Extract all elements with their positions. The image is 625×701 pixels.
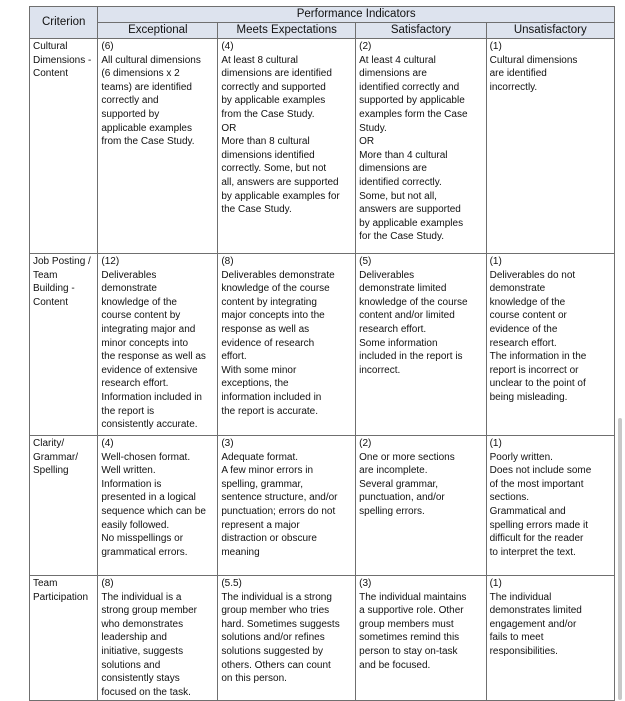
descriptor-text-line: Deliverables do not [489, 269, 576, 281]
descriptor-text-line: consistently accurate. [101, 419, 198, 431]
criterion-text-line: Job Posting / [33, 256, 91, 267]
descriptor-text-line: to interpret the text. [489, 546, 576, 558]
descriptor-text-line: At least 4 cultural [359, 54, 436, 66]
rubric-cell-unsatisfactory [486, 254, 614, 436]
descriptor-text-line: Information is [101, 478, 162, 490]
score-points: (2) [359, 438, 372, 449]
score-points: (12) [101, 256, 120, 267]
criterion-header: Criterion [30, 7, 98, 39]
descriptor-text-line: applicable examples [101, 122, 192, 134]
descriptor-text-line: The individual is a strong [221, 591, 332, 603]
descriptor-text-line: A few minor errors in [221, 465, 314, 477]
descriptor-text-line: integrating major and [101, 323, 196, 335]
descriptor-text-line: Some information [359, 337, 438, 349]
rubric-cell-exceptional [98, 39, 218, 254]
descriptor-text-line: research effort. [359, 323, 427, 335]
criterion-text-line: Spelling [33, 465, 69, 477]
descriptor-text-line: major concepts into the [221, 310, 325, 322]
descriptor-text-line: the Case Study. [221, 204, 292, 216]
descriptor-text-line: from the Case Study. [221, 108, 315, 120]
descriptor-text-line: by applicable examples [221, 95, 326, 107]
descriptor-text-line: examples form the Case [359, 108, 468, 120]
criterion-text-line: Team [33, 269, 58, 281]
score-points: (8) [101, 578, 114, 589]
descriptor-text-line: Poorly written. [489, 451, 553, 463]
descriptor-text-line: minor concepts into [101, 337, 189, 349]
descriptor-text-line: content and/or limited [359, 310, 455, 322]
descriptor-text-line: for the Case Study. [359, 231, 444, 243]
descriptor-text-line: initiative, suggests [101, 645, 184, 657]
descriptor-text-line: by applicable examples for [221, 190, 340, 202]
descriptor-text-line: All cultural dimensions [101, 54, 201, 66]
rubric-body [30, 39, 615, 701]
criterion-text-line: Content [33, 68, 69, 80]
descriptor-text-line: Information included in [101, 391, 202, 403]
descriptor-text-line: The individual maintains [359, 591, 467, 603]
rubric-cell-exceptional [98, 254, 218, 436]
descriptor-text-line: strong group member [101, 605, 197, 617]
descriptor-text-line: knowledge of the course [221, 283, 330, 295]
descriptor-text-line: The individual is a [101, 591, 182, 603]
descriptor-text-line: the report is [101, 405, 155, 417]
descriptor-text-line: incorrect. [359, 364, 401, 376]
descriptor-text-line: course content by [101, 310, 181, 322]
descriptor-text-line: Deliverables demonstrate [221, 269, 335, 281]
descriptor-text-line: correctly. Some, but not [221, 163, 327, 175]
descriptor-text-line: research effort. [101, 378, 169, 390]
descriptor-text-line: included in the report is [359, 351, 463, 363]
descriptor-text-line: Cultural dimensions [489, 54, 578, 66]
descriptor-text-line: identified correctly. [359, 176, 442, 188]
score-points: (4) [101, 438, 114, 449]
descriptor-text-line: Well-chosen format. [101, 451, 191, 463]
score-points: (1) [489, 41, 502, 52]
rubric-cell-exceptional [98, 436, 218, 576]
descriptor-text-line: dimensions are [359, 163, 427, 175]
descriptor-text-line: all, answers are supported [221, 176, 339, 188]
descriptor-text-line: being misleading. [489, 391, 568, 403]
rubric-cell-unsatisfactory [486, 576, 614, 701]
descriptor-text-line: spelling errors. [359, 505, 425, 517]
descriptor-text-line: knowledge of the [101, 296, 177, 308]
rubric-cell-meets-expectations [218, 254, 356, 436]
descriptor-text-line: responsibilities. [489, 645, 558, 657]
rubric-cell-satisfactory [356, 254, 486, 436]
criterion-text-line: Participation [33, 591, 89, 603]
level-header-exceptional: Exceptional [98, 23, 218, 39]
descriptor-text-line: spelling, grammar, [221, 478, 304, 490]
descriptor-text-line: from the Case Study. [101, 136, 195, 148]
score-points: (3) [359, 578, 372, 589]
criterion-cell [30, 576, 98, 701]
criterion-text-line: Dimensions - [33, 54, 92, 66]
descriptor-text-line: are identified [489, 68, 547, 80]
descriptor-text-line: group members must [359, 618, 454, 630]
descriptor-text-line: Deliverables [359, 269, 415, 281]
descriptor-text-line: distraction or obscure [221, 533, 317, 545]
descriptor-text-line: the response as well as [101, 351, 206, 363]
table-row-clarity-grammar [30, 436, 615, 576]
level-header-satisfactory: Satisfactory [356, 23, 486, 39]
descriptor-text-line: demonstrate limited [359, 283, 447, 295]
descriptor-text-line: evidence of research [221, 337, 315, 349]
descriptor-text-line: One or more sections [359, 451, 455, 463]
score-points: (1) [489, 438, 502, 449]
rubric-table [29, 6, 615, 701]
descriptor-text-line: content by integrating [221, 296, 317, 308]
score-points: (5.5) [221, 578, 242, 589]
descriptor-text-line: identified correctly and [359, 81, 460, 93]
descriptor-text-line: More than 8 cultural [221, 136, 310, 148]
descriptor-text-line: solutions and/or refines [221, 632, 325, 644]
descriptor-text-line: The information in the [489, 351, 587, 363]
level-header-meets-expectations: Meets Expectations [218, 23, 356, 39]
criterion-text-line: Building - [33, 283, 75, 295]
criterion-text-line: Team [33, 578, 58, 589]
descriptor-text-line: a supportive role. Other [359, 605, 464, 617]
descriptor-text-line: OR [359, 136, 375, 148]
rubric-cell-meets-expectations [218, 39, 356, 254]
level-header-unsatisfactory: Unsatisfactory [486, 23, 614, 39]
rubric-cell-satisfactory [356, 39, 486, 254]
descriptor-text-line: sentence structure, and/or [221, 492, 338, 504]
criterion-text-line: Grammar/ [33, 451, 78, 463]
descriptor-text-line: The individual [489, 591, 552, 603]
score-points: (1) [489, 256, 502, 267]
descriptor-text-line: evidence of extensive [101, 364, 198, 376]
descriptor-text-line: others. Others can count [221, 659, 331, 671]
descriptor-text-line: report is incorrect or [489, 364, 579, 376]
descriptor-text-line: represent a major [221, 519, 300, 531]
descriptor-text-line: focused on the task. [101, 686, 191, 698]
descriptor-text-line: More than 4 cultural [359, 149, 448, 161]
criterion-text-line: Clarity/ [33, 438, 65, 449]
descriptor-text-line: No misspellings or [101, 533, 184, 545]
descriptor-text-line: demonstrate [489, 283, 546, 295]
performance-indicators-header: Performance Indicators [98, 7, 615, 23]
descriptor-text-line: person to stay on-task [359, 645, 458, 657]
descriptor-text-line: response as well as [221, 323, 310, 335]
descriptor-text-line: answers are supported [359, 204, 461, 216]
score-points: (2) [359, 41, 372, 52]
descriptor-text-line: Does not include some [489, 465, 592, 477]
criterion-text-line: Cultural [33, 41, 68, 52]
rubric-cell-satisfactory [356, 576, 486, 701]
descriptor-text-line: dimensions are [359, 68, 427, 80]
descriptor-text-line: correctly and supported [221, 81, 326, 93]
descriptor-text-line: demonstrates limited [489, 605, 582, 617]
descriptor-text-line: Deliverables [101, 269, 157, 281]
descriptor-text-line: teams) are identified [101, 81, 192, 93]
descriptor-text-line: knowledge of the course [359, 296, 468, 308]
rubric-cell-meets-expectations [218, 436, 356, 576]
rubric-cell-unsatisfactory [486, 436, 614, 576]
descriptor-text-line: course content or [489, 310, 567, 322]
descriptor-text-line: fails to meet [489, 632, 544, 644]
descriptor-text-line: Well written. [101, 465, 156, 477]
descriptor-text-line: consistently stays [101, 673, 180, 685]
score-points: (1) [489, 578, 502, 589]
score-points: (8) [221, 256, 234, 267]
descriptor-text-line: With some minor [221, 364, 297, 376]
descriptor-text-line: information included in [221, 391, 322, 403]
descriptor-text-line: supported by applicable [359, 95, 465, 107]
descriptor-text-line: difficult for the reader [489, 533, 584, 545]
rubric-cell-unsatisfactory [486, 39, 614, 254]
descriptor-text-line: Some, but not all, [359, 190, 437, 202]
score-points: (6) [101, 41, 114, 52]
descriptor-text-line: on this person. [221, 673, 287, 685]
descriptor-text-line: sometimes remind this [359, 632, 460, 644]
descriptor-text-line: punctuation, and/or [359, 492, 445, 504]
descriptor-text-line: research effort. [489, 337, 557, 349]
criterion-cell [30, 254, 98, 436]
descriptor-text-line: punctuation; errors do not [221, 505, 336, 517]
descriptor-text-line: leadership and [101, 632, 167, 644]
descriptor-text-line: (6 dimensions x 2 [101, 68, 180, 80]
descriptor-text-line: exceptions, the [221, 378, 289, 390]
table-row-job-posting [30, 254, 615, 436]
descriptor-text-line: incorrectly. [489, 81, 538, 93]
descriptor-text-line: effort. [221, 351, 247, 363]
descriptor-text-line: and be focused. [359, 659, 431, 671]
descriptor-text-line: the report is accurate. [221, 405, 319, 417]
descriptor-text-line: are incomplete. [359, 465, 428, 477]
criterion-text-line: Content [33, 296, 69, 308]
descriptor-text-line: Grammatical and [489, 505, 566, 517]
descriptor-text-line: of the most important [489, 478, 584, 490]
criterion-cell [30, 436, 98, 576]
descriptor-text-line: solutions suggested by [221, 645, 324, 657]
vertical-scrollbar[interactable] [618, 418, 622, 700]
rubric-cell-meets-expectations [218, 576, 356, 701]
descriptor-text-line: supported by [101, 108, 160, 120]
descriptor-text-line: knowledge of the [489, 296, 566, 308]
descriptor-text-line: dimensions identified [221, 149, 315, 161]
descriptor-text-line: easily followed. [101, 519, 170, 531]
descriptor-text-line: OR [221, 122, 237, 134]
descriptor-text-line: Study. [359, 122, 387, 134]
score-points: (3) [221, 438, 234, 449]
descriptor-text-line: sections. [489, 492, 530, 504]
descriptor-text-line: correctly and [101, 95, 159, 107]
descriptor-text-line: Adequate format. [221, 451, 299, 463]
descriptor-text-line: dimensions are identified [221, 68, 332, 80]
descriptor-text-line: meaning [221, 546, 260, 558]
score-points: (4) [221, 41, 234, 52]
descriptor-text-line: Several grammar, [359, 478, 439, 490]
score-points: (5) [359, 256, 372, 267]
descriptor-text-line: demonstrate [101, 283, 157, 295]
rubric-cell-exceptional [98, 576, 218, 701]
descriptor-text-line: by applicable examples [359, 217, 464, 229]
rubric-cell-satisfactory [356, 436, 486, 576]
descriptor-text-line: grammatical errors. [101, 546, 188, 558]
descriptor-text-line: evidence of the [489, 323, 558, 335]
descriptor-text-line: engagement and/or [489, 618, 577, 630]
table-row-team-participation [30, 576, 615, 701]
descriptor-text-line: hard. Sometimes suggests [221, 618, 340, 630]
descriptor-text-line: presented in a logical [101, 492, 196, 504]
criterion-cell [30, 39, 98, 254]
descriptor-text-line: At least 8 cultural [221, 54, 299, 66]
descriptor-text-line: sequence which can be [101, 505, 206, 517]
descriptor-text-line: solutions and [101, 659, 161, 671]
descriptor-text-line: unclear to the point of [489, 378, 586, 390]
descriptor-text-line: group member who tries [221, 605, 330, 617]
descriptor-text-line: who demonstrates [101, 618, 184, 630]
table-row-cultural-dimensions [30, 39, 615, 254]
descriptor-text-line: spelling errors made it [489, 519, 588, 531]
